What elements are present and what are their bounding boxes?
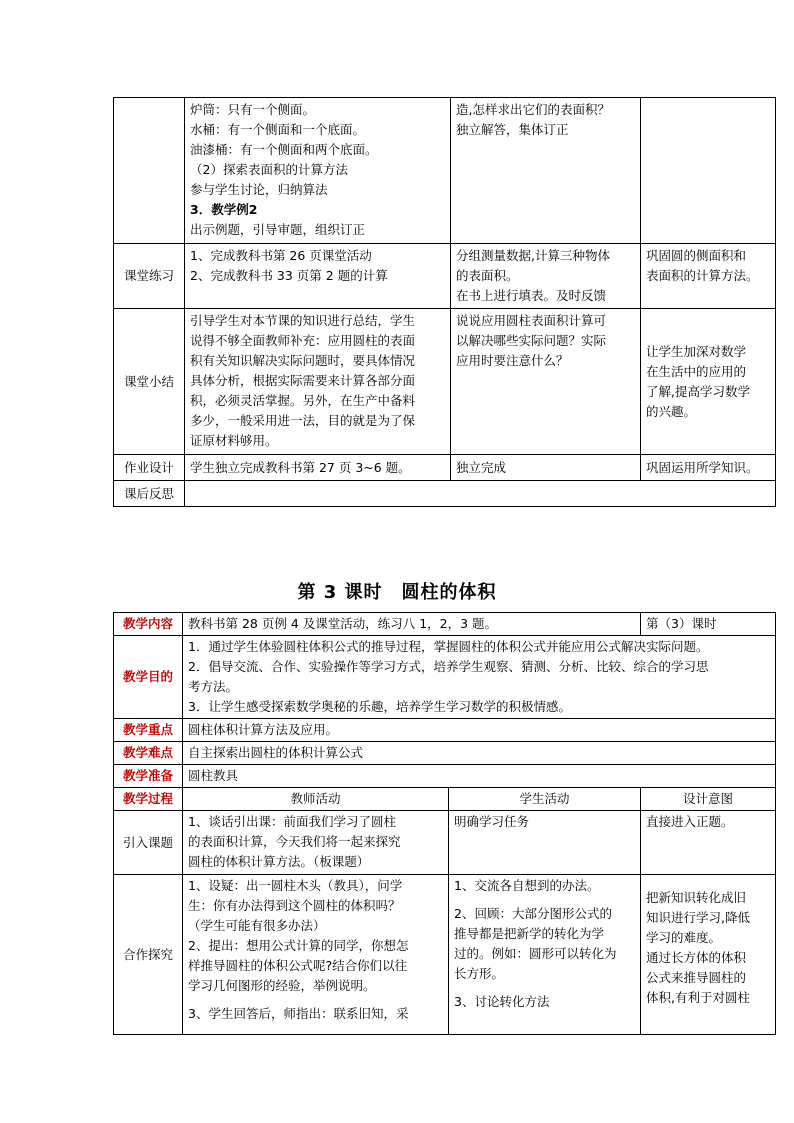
text-line: 样推导圆柱的体积公式呢?结合你们以往 <box>188 958 408 973</box>
text-line: 具体分析，根据实际需要来计算各部分面 <box>190 373 416 388</box>
text-line: 分组测量数据,计算三种物体 <box>456 248 610 263</box>
teacher-activity-cell: 学生独立完成教科书第 27 页 3~6 题。 <box>185 455 451 481</box>
text-line: 2、回顾：大部分图形公式的 <box>454 906 612 921</box>
row-label: 教学内容 <box>114 613 183 636</box>
text-line: 知识进行学习,降低 <box>646 910 750 925</box>
text-line: 考方法。 <box>188 679 239 694</box>
goals-cell <box>183 636 776 719</box>
text-line: 说说应用圆柱表面积计算可 <box>456 313 607 328</box>
text-line: 应用时要注意什么？ <box>456 353 569 368</box>
text-line: 参与学生讨论，归纳算法 <box>190 182 328 197</box>
student-activity-cell: 明确学习任务 <box>449 811 641 875</box>
text-line: 的兴趣。 <box>646 403 697 419</box>
content-cell: 教科书第 28 页例 4 及课堂活动，练习八 1，2，3 题。 <box>183 613 641 636</box>
text-line: 圆柱的体积计算方法。（板课题） <box>188 854 370 869</box>
table-row <box>114 719 776 742</box>
row-label: 教学目的 <box>114 636 183 719</box>
row-label: 课堂小结 <box>114 309 185 455</box>
text-line: 把新知识转化成旧 <box>646 890 747 905</box>
spacer <box>454 896 635 904</box>
text-line: 推导都是把新学的转化为学 <box>454 926 605 941</box>
text-line: 过的。例如：圆形可以转化为 <box>454 946 617 961</box>
text-line: 说得不够全面教师补充：应用圆柱的表面 <box>190 333 416 348</box>
section-heading: 3．教学例2 <box>190 202 258 217</box>
lesson-title: 第 3 课时 圆柱的体积 <box>297 582 497 603</box>
row-label-empty <box>114 98 185 244</box>
text-line: 的表面积。 <box>456 268 519 283</box>
text-line: 公式来推导圆柱的 <box>646 970 747 985</box>
text-line: 巩固圆的侧面积和 <box>646 248 747 263</box>
text-line: 1．通过学生体验圆柱体积公式的推导过程，掌握圆柱的体积公式并能应用公式解决实际问题。 <box>188 639 709 654</box>
text-line: 学习的难度。 <box>646 930 722 945</box>
row-label: 引入课题 <box>114 811 183 875</box>
row-label: 课后反思 <box>114 481 185 507</box>
text-line: 3、学生回答后，师指出：联系旧知，采 <box>188 1006 409 1021</box>
teacher-activity-cell <box>183 875 449 1035</box>
text-line: 2、提出：想用公式计算的同学，你想怎 <box>188 938 409 953</box>
design-intent-cell <box>641 309 776 455</box>
text-line: 1、设疑：出一圆柱木头（教具），问学 <box>188 878 403 893</box>
row-label: 合作探究 <box>114 875 183 1035</box>
spacer <box>454 984 635 992</box>
design-intent-cell <box>641 98 776 244</box>
period-cell: 第（3）课时 <box>641 613 776 636</box>
table-row <box>114 455 776 481</box>
text-line: 2、完成教科书 33 页第 2 题的计算 <box>190 268 388 283</box>
text-line: 油漆桶：有一个侧面和两个底面。 <box>190 142 378 157</box>
row-label: 教学过程 <box>114 788 183 811</box>
row-label: 教学重点 <box>114 719 183 742</box>
text-line: 1、谈话引出课：前面我们学习了圆柱 <box>188 814 396 829</box>
student-activity-cell <box>451 244 641 309</box>
design-intent-header: 设计意图 <box>641 788 776 811</box>
text-line: （学生可能有很多办法） <box>188 918 326 933</box>
table-row <box>114 636 776 719</box>
text-line: 了解,提高学习数学 <box>646 383 750 399</box>
text-line: 多少，一般采用进一法，目的就是为了保 <box>190 413 416 428</box>
text-line: 学习几何图形的经验，举例说明。 <box>188 978 376 993</box>
table-row <box>114 811 776 875</box>
text-line: 造,怎样求出它们的表面积？ <box>456 102 610 117</box>
text-line: 积，必须灵活掌握。另外，在生产中备料 <box>190 393 416 408</box>
text-line: 独立解答，集体订正 <box>456 122 569 137</box>
teacher-activity-cell <box>185 244 451 309</box>
text-line: 2．倡导交流、合作、实验操作等学习方式，培养学生观察、猜测、分析、比较、综合的学习思 <box>188 659 709 674</box>
table-row <box>114 244 776 309</box>
text-line: 积有关知识解决实际问题时，要具体情况 <box>190 353 416 368</box>
design-intent-cell <box>641 244 776 309</box>
row-label: 教学难点 <box>114 742 183 765</box>
table-row <box>114 98 776 244</box>
student-activity-cell <box>449 875 641 1035</box>
design-intent-cell: 巩固运用所学知识。 <box>641 455 776 481</box>
table-row <box>114 875 776 1035</box>
teacher-activity-cell <box>183 811 449 875</box>
design-intent-cell <box>641 875 776 1035</box>
lesson-table-continued <box>113 97 776 507</box>
spacer <box>646 876 770 888</box>
row-label: 教学准备 <box>114 765 183 788</box>
reflection-cell <box>185 481 776 507</box>
text-line: 3、讨论转化方法 <box>454 994 550 1009</box>
lesson-plan-table <box>113 612 776 1035</box>
text-line: 1、完成教科书第 26 页课堂活动 <box>190 248 372 263</box>
student-activity-cell <box>451 98 641 244</box>
row-label: 作业设计 <box>114 455 185 481</box>
text-line: 的表面积计算，今天我们将一起来探究 <box>188 834 401 849</box>
table-row <box>114 765 776 788</box>
text-line: 出示例题，引导审题，组织订正 <box>190 222 366 237</box>
table-row <box>114 309 776 455</box>
text-line: 证原材料够用。 <box>190 433 278 448</box>
text-line: 在生活中的应用的 <box>646 363 747 379</box>
text-line: 炉筒：只有一个侧面。 <box>190 102 316 117</box>
table-row <box>114 788 776 811</box>
text-line: 水桶：有一个侧面和一个底面。 <box>190 122 366 137</box>
text-line: 生：你有办法得到这个圆柱的体积吗？ <box>188 898 401 913</box>
text-line: 以解决哪些实际问题？实际 <box>456 333 607 348</box>
text-line: （2）探索表面积的计算方法 <box>190 162 348 177</box>
student-activity-cell: 独立完成 <box>451 455 641 481</box>
design-intent-cell: 直接进入正题。 <box>641 811 776 875</box>
text-line: 长方形。 <box>454 966 505 981</box>
key-point-cell: 圆柱体积计算方法及应用。 <box>183 719 776 742</box>
text-line: 表面积的计算方法。 <box>646 268 759 283</box>
row-label: 课堂练习 <box>114 244 185 309</box>
text-line: 引导学生对本节课的知识进行总结，学生 <box>190 313 416 328</box>
teacher-activity-cell <box>185 309 451 455</box>
text-line: 3．让学生感受探索数学奥秘的乐趣，培养学生学习数学的积极情感。 <box>188 699 571 714</box>
preparation-cell: 圆柱教具 <box>183 765 776 788</box>
text-line: 在书上进行填表。及时反馈 <box>456 288 607 303</box>
text-line: 体积,有利于对圆柱 <box>646 990 750 1005</box>
table-row <box>114 481 776 507</box>
teacher-activity-cell <box>185 98 451 244</box>
text-line: 让学生加深对数学 <box>646 343 747 359</box>
teacher-activity-header: 教师活动 <box>183 788 449 811</box>
student-activity-header: 学生活动 <box>449 788 641 811</box>
spacer <box>188 996 443 1004</box>
student-activity-cell <box>451 309 641 455</box>
table-row <box>114 742 776 765</box>
text-line: 1、交流各自想到的办法。 <box>454 878 600 893</box>
text-line: 通过长方体的体积 <box>646 950 747 965</box>
difficulty-cell: 自主探索出圆柱的体积计算公式 <box>183 742 776 765</box>
table-row <box>114 613 776 636</box>
